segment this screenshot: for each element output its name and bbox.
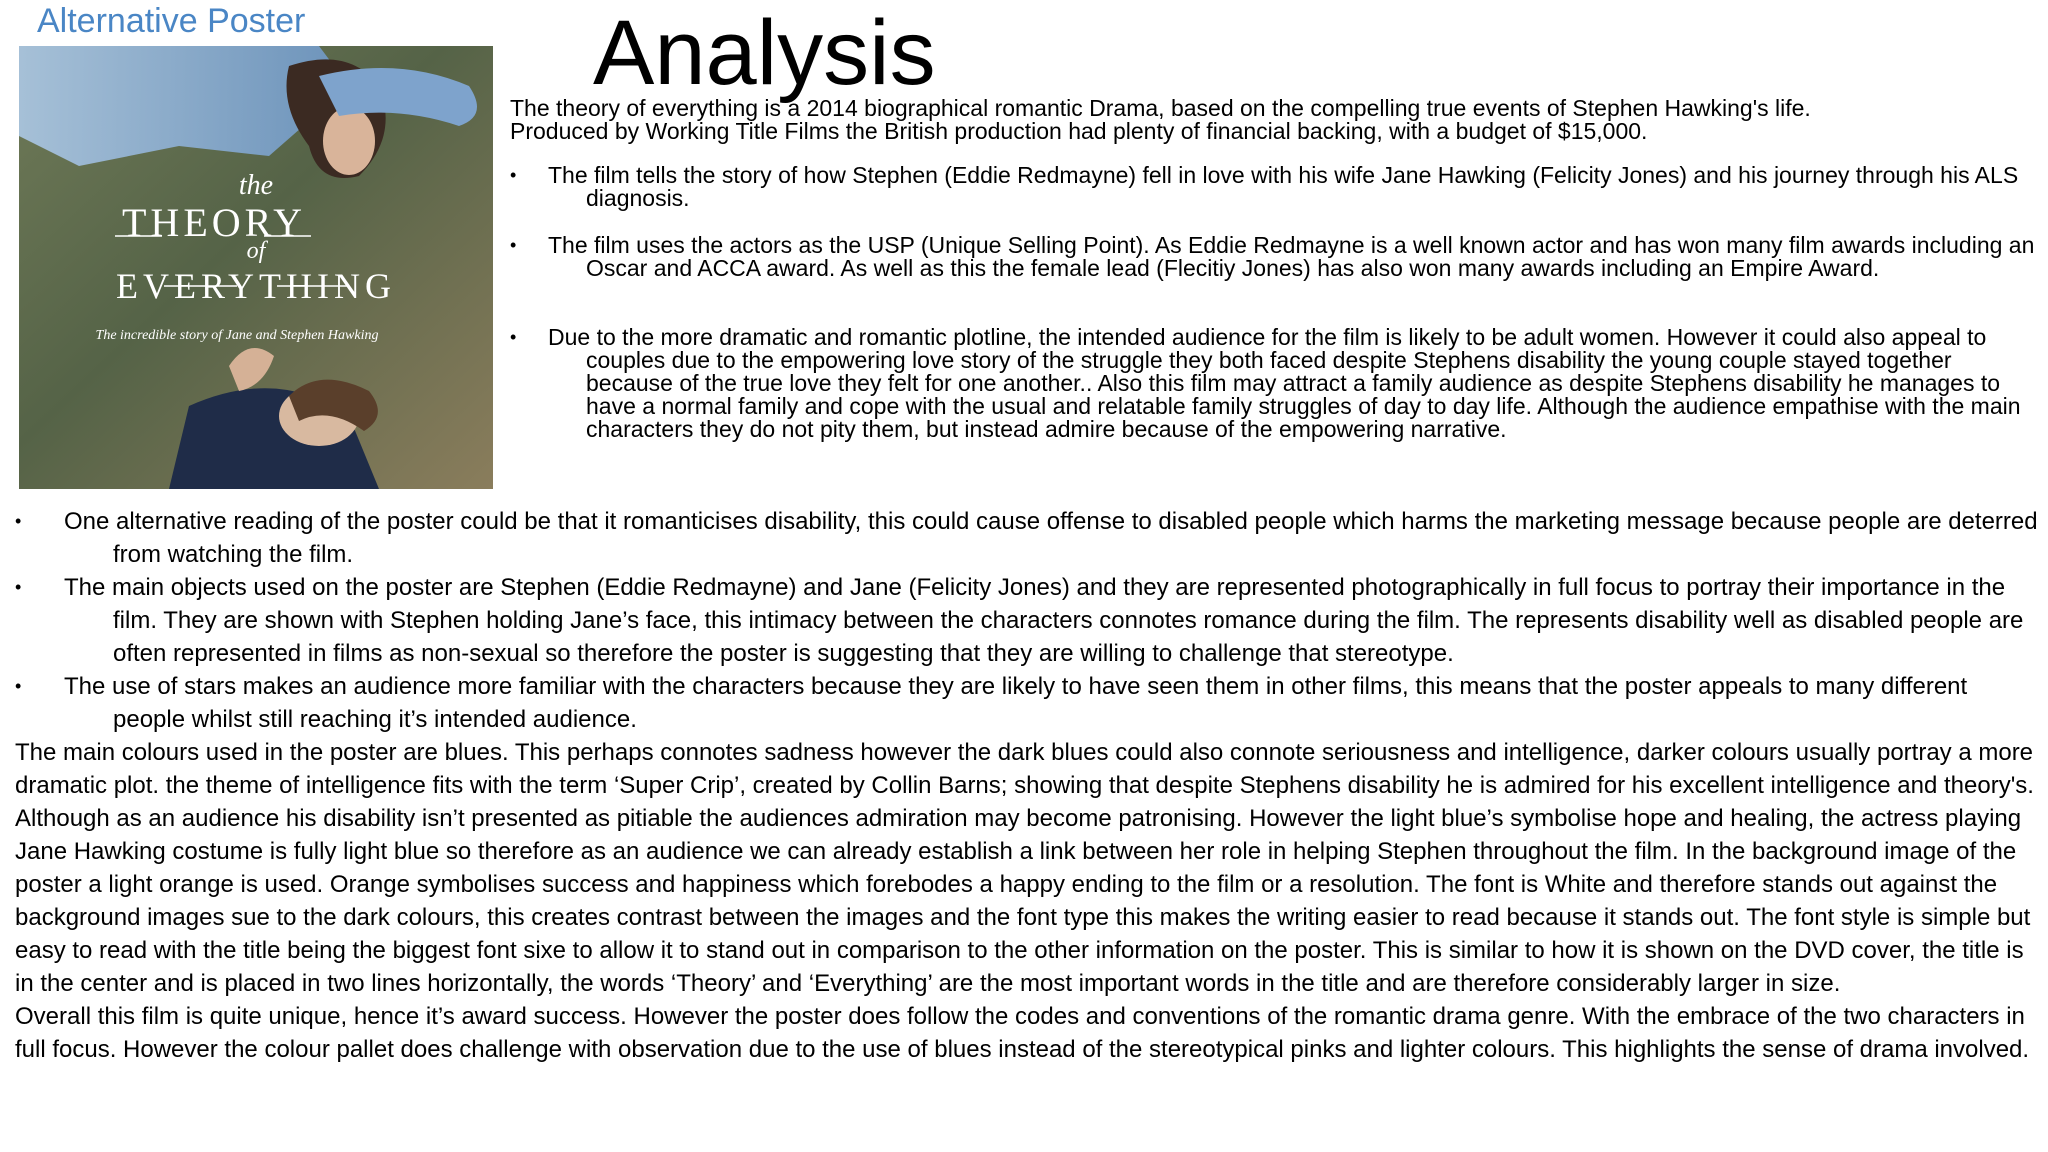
intro-paragraph (510, 97, 2040, 143)
lower-bullet-item (15, 670, 2040, 736)
overall-paragraph: Overall this film is quite unique, hence it’s award success. However the poster does follow the codes and conventions of the romantic drama genre. With the embrace of the two characters in full focus. However the colour pallet does challenge with observation due to the use of blues instead of the stereotypical pinks and lighter colours. This highlights the sense of drama involved. (15, 1003, 2030, 1063)
poster-label: Alternative Poster (37, 2, 306, 40)
colour-analysis-paragraph: The main colours used in the poster are blues. This perhaps connotes sadness however the dark blues could also connote seriousness and intelligence, darker colours usually portray a more dramatic plot. the theme of intelligence fits with the term ‘Super Crip’, created by Collin Barns; showing that despite Stephens disability he is admired for his excellent intelligence and theory's. Although as an audience his disability isn’t presented as pitiable the audiences admiration may become patronising. However the light blue’s symbolise hope and healing, the actress playing Jane Hawking costume is fully light blue so therefore as an audience we can already establish a link between her role in helping Stephen throughout the film. In the background image of the poster a light orange is used. Orange symbolises success and happiness which forebodes a happy ending to the film or a resolution. The font is White and therefore stands out against the background images sue to the dark colours, this creates contrast between the images and the font type this makes the writing easier to read because it stands out. The font style is simple but easy to read with the title being the biggest font sixe to allow it to stand out in comparison to the other information on the poster. This is similar to how it is shown on the DVD cover, the title is in the center and is placed in two lines horizontally, the words ‘Theory’ and ‘Everything’ are the most important words in the title and are therefore considerably larger in size. (15, 739, 2034, 997)
poster-jane-face (323, 107, 375, 175)
bullet-icon: • (15, 676, 22, 696)
lower-bullet-text: The use of stars makes an audience more familiar with the characters because they are likely to have seen them in other films, this means that the poster appeals to many different people whilst still reaching it’s intended audience. (64, 673, 1968, 733)
top-bullet-item (510, 326, 2040, 441)
bullet-icon: • (510, 327, 517, 347)
bullet-icon: • (15, 577, 22, 597)
analysis-body (15, 505, 2040, 1066)
bullet-icon: • (15, 511, 22, 531)
page-title: Analysis (593, 2, 936, 104)
lower-bullet-text: One alternative reading of the poster could be that it romanticises disability, this could cause offense to disabled people which harms the marketing message because people are deterred from watching the film. (64, 508, 2038, 568)
poster-image (19, 46, 493, 489)
lower-bullet-item (15, 505, 2040, 571)
intro-line-2: Produced by Working Title Films the British production had plenty of financial backing, with a budget of $15,000. (510, 118, 1648, 144)
lower-bullet-item (15, 571, 2040, 670)
poster-title-of: of (246, 238, 266, 264)
bullet-icon: • (510, 165, 517, 185)
intro-line-1: The theory of everything is a 2014 biographical romantic Drama, based on the compelling true events of Stephen Hawking's life. (510, 95, 1811, 121)
poster-title-the: the (238, 170, 274, 201)
top-bullet-item (510, 164, 2040, 210)
top-bullet-text: Due to the more dramatic and romantic plotline, the intended audience for the film is likely to be adult women. However it could also appeal to couples due to the empowering love story of the struggle they both faced despite Stephens disability the young couple stayed together because of the true love they felt for one another.. Also this film may attract a family audience as despite Stephens disability he manages to have a normal family and cope with the usual and relatable family struggles of day to day life. Although the audience empathise with the main characters they do not pity them, but instead admire because of the empowering narrative. (548, 324, 2021, 442)
top-bullet-text: The film tells the story of how Stephen (Eddie Redmayne) fell in love with his wife Jane Hawking (Felicity Jones) and his journey through his ALS diagnosis. (548, 162, 2019, 211)
bullet-icon: • (510, 235, 517, 255)
poster-title-everything: EVERYTHING (116, 266, 396, 306)
poster-title-theory: THEORY (122, 200, 306, 245)
top-bullet-text: The film uses the actors as the USP (Unique Selling Point). As Eddie Redmayne is a well known actor and has won many film awards including an Oscar and ACCA award. As well as this the female lead (Flecitiy Jones) has also won many awards including an Empire Award. (548, 232, 2035, 281)
lower-bullet-text: The main objects used on the poster are Stephen (Eddie Redmayne) and Jane (Felicity Jones) and they are represented photographically in full focus to portray their importance in the film. They are shown with Stephen holding Jane’s face, this intimacy between the characters connotes romance during the film. The represents disability well as disabled people are often represented in films as non-sexual so therefore the poster is suggesting that they are willing to challenge that stereotype. (64, 574, 2024, 667)
poster-tagline: The incredible story of Jane and Stephen Hawking (95, 328, 379, 343)
top-bullet-item (510, 234, 2040, 280)
